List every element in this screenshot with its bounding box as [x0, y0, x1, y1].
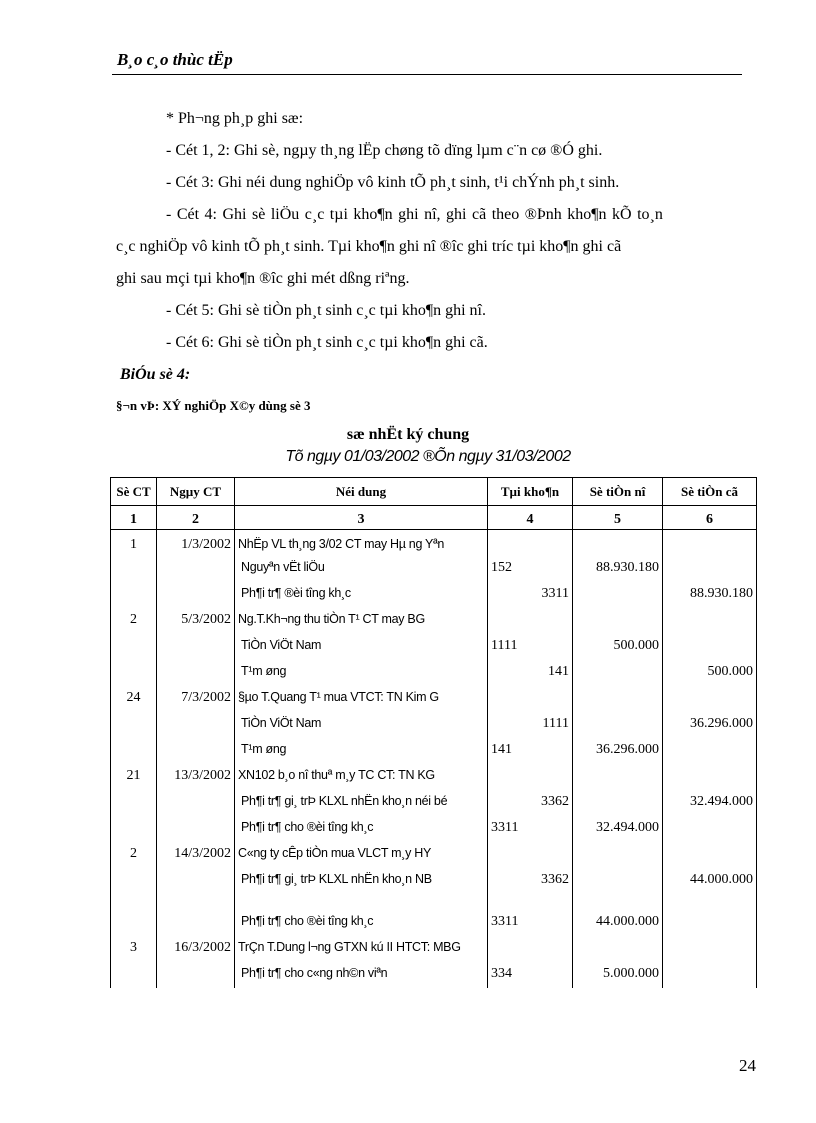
cell-noi-dung: Ph¶i tr¶ gi¸ trÞ KLXL nhËn kho¸n NB — [235, 868, 488, 910]
col-1-2-description: - Cét 1, 2: Ghi sè, ngµy th¸ng lËp chøng tõ dïng lµm c¨n cø ®Ó ghi. — [166, 142, 603, 159]
cell-so-tien-co — [663, 608, 757, 634]
col-3-description: - Cét 3: Ghi néi dung nghiÖp vô kinh tÕ ph¸t sinh, t¹i chÝnh ph¸t sinh. — [166, 174, 620, 191]
cell-so-tien-no — [573, 712, 663, 738]
table-row — [111, 910, 757, 936]
cell-so-ct: 3 — [111, 936, 157, 962]
col-number: 4 — [488, 506, 573, 530]
cell-so-tien-co — [663, 556, 757, 582]
cell-so-tien-co — [663, 764, 757, 790]
col-4-description-line-2: c¸c nghiÖp vô kinh tÕ ph¸t sinh. Tµi kho¶n ghi nî ®îc ghi tríc tµi kho¶n ghi cã — [116, 238, 622, 255]
table-row — [111, 608, 757, 634]
cell-ngay-ct — [157, 868, 235, 910]
header-so-tien-co: Sè tiÒn cã — [663, 478, 757, 506]
cell-noi-dung: TrÇn T.Dung l¬ng GTXN kú II HTCT: MBG — [235, 936, 488, 962]
col-number: 2 — [157, 506, 235, 530]
table-row — [111, 842, 757, 868]
cell-ngay-ct — [157, 712, 235, 738]
cell-so-tien-no: 88.930.180 — [573, 556, 663, 582]
cell-so-tien-co: 36.296.000 — [663, 712, 757, 738]
page-number: 24 — [739, 1056, 756, 1075]
cell-so-tien-co — [663, 686, 757, 712]
cell-so-tien-no — [573, 936, 663, 962]
table-row — [111, 530, 757, 556]
table-row — [111, 556, 757, 582]
general-journal-table — [110, 477, 757, 988]
cell-so-tien-no: 32.494.000 — [573, 816, 663, 842]
cell-so-ct — [111, 712, 157, 738]
cell-so-tien-no: 5.000.000 — [573, 962, 663, 988]
cell-noi-dung: Ph¶i tr¶ cho ®èi tîng kh¸c — [235, 910, 488, 936]
cell-tai-khoan — [488, 686, 573, 712]
cell-so-tien-co — [663, 936, 757, 962]
cell-noi-dung: §µo T.Quang T¹ mua VTCT: TN Kim G — [235, 686, 488, 712]
cell-tai-khoan — [488, 842, 573, 868]
cell-noi-dung: TiÒn ViÖt Nam — [235, 712, 488, 738]
cell-so-tien-no — [573, 608, 663, 634]
cell-so-ct — [111, 738, 157, 764]
cell-so-tien-co — [663, 530, 757, 556]
cell-ngay-ct: 1/3/2002 — [157, 530, 235, 556]
cell-so-ct: 24 — [111, 686, 157, 712]
table-row — [111, 816, 757, 842]
cell-so-ct — [111, 910, 157, 936]
cell-so-tien-co — [663, 910, 757, 936]
cell-tai-khoan — [488, 530, 573, 556]
cell-so-tien-co — [663, 842, 757, 868]
cell-ngay-ct — [157, 634, 235, 660]
cell-noi-dung: Ph¶i tr¶ ®èi tîng kh¸c — [235, 582, 488, 608]
header-ngay-ct: Ngµy CT — [157, 478, 235, 506]
cell-so-tien-no — [573, 686, 663, 712]
cell-tai-khoan: 141 — [488, 660, 573, 686]
col-6-description: - Cét 6: Ghi sè tiÒn ph¸t sinh c¸c tµi kho¶n ghi cã. — [166, 334, 488, 351]
header-so-tien-no: Sè tiÒn nî — [573, 478, 663, 506]
header-tai-khoan: Tµi kho¶n — [488, 478, 573, 506]
cell-noi-dung: Ng.T.Kh¬ng thu tiÒn T¹ CT may BG — [235, 608, 488, 634]
cell-tai-khoan: 3311 — [488, 910, 573, 936]
cell-so-tien-no: 500.000 — [573, 634, 663, 660]
cell-tai-khoan: 334 — [488, 962, 573, 988]
cell-tai-khoan — [488, 608, 573, 634]
cell-tai-khoan: 141 — [488, 738, 573, 764]
table-row — [111, 686, 757, 712]
col-number: 6 — [663, 506, 757, 530]
table-row — [111, 790, 757, 816]
cell-so-tien-co: 500.000 — [663, 660, 757, 686]
cell-tai-khoan: 3362 — [488, 868, 573, 910]
table-row — [111, 738, 757, 764]
cell-ngay-ct: 7/3/2002 — [157, 686, 235, 712]
report-header-title: B¸o c¸o thùc tËp — [117, 50, 233, 69]
cell-ngay-ct: 5/3/2002 — [157, 608, 235, 634]
cell-ngay-ct: 14/3/2002 — [157, 842, 235, 868]
cell-tai-khoan — [488, 936, 573, 962]
col-number: 5 — [573, 506, 663, 530]
cell-noi-dung: T¹m øng — [235, 660, 488, 686]
cell-so-ct — [111, 634, 157, 660]
table-row — [111, 868, 757, 910]
col-4-description-line-3: ghi sau mçi tµi kho¶n ®îc ghi mét dßng riªng. — [116, 270, 410, 287]
journal-date-range: Tõ ngµy 01/03/2002 ®Õn ngµy 31/03/2002 — [285, 448, 571, 465]
cell-so-tien-no — [573, 868, 663, 910]
header-so-ct: Sè CT — [111, 478, 157, 506]
cell-so-ct — [111, 868, 157, 910]
table-row — [111, 660, 757, 686]
cell-so-tien-no — [573, 660, 663, 686]
col-5-description: - Cét 5: Ghi sè tiÒn ph¸t sinh c¸c tµi kho¶n ghi nî. — [166, 302, 486, 319]
cell-ngay-ct: 16/3/2002 — [157, 936, 235, 962]
cell-so-tien-co: 44.000.000 — [663, 868, 757, 910]
table-row — [111, 936, 757, 962]
cell-so-tien-co — [663, 962, 757, 988]
table-row — [111, 582, 757, 608]
cell-tai-khoan: 1111 — [488, 712, 573, 738]
cell-so-tien-co — [663, 738, 757, 764]
cell-noi-dung: Nguyªn vËt liÖu — [235, 556, 488, 582]
method-heading: * Ph¬ng ph¸p ghi sæ: — [166, 110, 304, 127]
cell-tai-khoan: 152 — [488, 556, 573, 582]
table-header-row — [111, 478, 757, 506]
cell-so-ct — [111, 660, 157, 686]
cell-so-ct — [111, 582, 157, 608]
cell-ngay-ct — [157, 738, 235, 764]
cell-so-tien-co — [663, 816, 757, 842]
cell-ngay-ct — [157, 816, 235, 842]
journal-title: sæ nhËt ký chung — [346, 426, 470, 443]
cell-so-ct: 2 — [111, 608, 157, 634]
cell-ngay-ct — [157, 790, 235, 816]
cell-noi-dung: C«ng ty cÊp tiÒn mua VLCT m¸y HY — [235, 842, 488, 868]
cell-tai-khoan: 3362 — [488, 790, 573, 816]
cell-so-tien-no — [573, 582, 663, 608]
cell-ngay-ct — [157, 910, 235, 936]
cell-tai-khoan: 1111 — [488, 634, 573, 660]
form-number-label: BiÓu sè 4: — [120, 366, 191, 383]
cell-ngay-ct — [157, 556, 235, 582]
cell-so-ct — [111, 790, 157, 816]
cell-so-tien-co — [663, 634, 757, 660]
cell-tai-khoan: 3311 — [488, 582, 573, 608]
cell-ngay-ct — [157, 660, 235, 686]
cell-so-tien-co: 32.494.000 — [663, 790, 757, 816]
cell-so-tien-no — [573, 764, 663, 790]
col-number: 3 — [235, 506, 488, 530]
table-row — [111, 962, 757, 988]
cell-so-tien-no — [573, 530, 663, 556]
cell-so-ct: 21 — [111, 764, 157, 790]
cell-noi-dung: Ph¶i tr¶ cho c«ng nh©n viªn — [235, 962, 488, 988]
cell-so-ct: 1 — [111, 530, 157, 556]
col-4-description-line-1: - Cét 4: Ghi sè liÖu c¸c tµi kho¶n ghi nî, ghi cã theo ®Þnh kho¶n kÕ to¸n — [166, 206, 663, 223]
cell-so-tien-no: 36.296.000 — [573, 738, 663, 764]
cell-so-ct: 2 — [111, 842, 157, 868]
col-number: 1 — [111, 506, 157, 530]
unit-name: §¬n vÞ: XÝ nghiÖp X©y dùng sè 3 — [116, 398, 311, 413]
cell-ngay-ct: 13/3/2002 — [157, 764, 235, 790]
cell-noi-dung: Ph¶i tr¶ cho ®èi tîng kh¸c — [235, 816, 488, 842]
cell-so-tien-no — [573, 790, 663, 816]
table-row — [111, 764, 757, 790]
cell-so-tien-no — [573, 842, 663, 868]
cell-ngay-ct — [157, 962, 235, 988]
cell-so-tien-co: 88.930.180 — [663, 582, 757, 608]
cell-tai-khoan: 3311 — [488, 816, 573, 842]
table-row — [111, 634, 757, 660]
table-row — [111, 712, 757, 738]
column-number-row — [111, 506, 757, 530]
cell-so-tien-no: 44.000.000 — [573, 910, 663, 936]
cell-noi-dung: NhËp VL th¸ng 3/02 CT may Hµ ng Yªn — [235, 530, 488, 556]
cell-tai-khoan — [488, 764, 573, 790]
header-divider — [112, 74, 742, 75]
header-noi-dung: Néi dung — [235, 478, 488, 506]
cell-so-ct — [111, 962, 157, 988]
cell-so-ct — [111, 556, 157, 582]
cell-noi-dung: Ph¶i tr¶ gi¸ trÞ KLXL nhËn kho¸n néi bé — [235, 790, 488, 816]
cell-noi-dung: XN102 b¸o nî thuª m¸y TC CT: TN KG — [235, 764, 488, 790]
cell-noi-dung: T¹m øng — [235, 738, 488, 764]
cell-ngay-ct — [157, 582, 235, 608]
cell-noi-dung: TiÒn ViÖt Nam — [235, 634, 488, 660]
cell-so-ct — [111, 816, 157, 842]
